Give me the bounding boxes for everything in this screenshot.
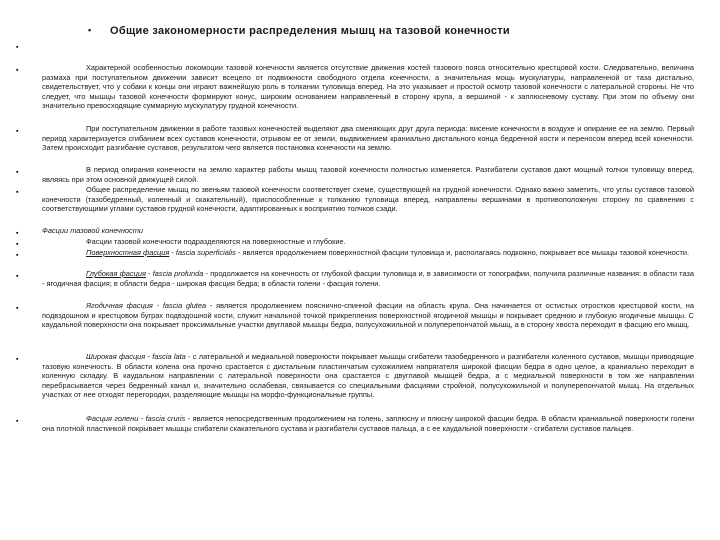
bullet-marker: ▪	[16, 230, 19, 237]
bullet-marker: ▪	[16, 169, 19, 176]
title-bullet: •	[88, 25, 92, 35]
bullet-marker: ▪	[16, 44, 19, 51]
bullet-marker: ▪	[16, 189, 19, 196]
paragraph-superficial-fascia: Поверхностная фасция - fascia superficialis - является продолжением поверхностной фасции туловища и, располагаясь подкожно, покрывает все мышцы тазовой конечности.	[86, 248, 690, 257]
paragraph-deep-fascia: Глубокая фасция - fascia profunda - продолжается на конечность от глубокой фасции туловища и, в зависимости от топографии, получила различные названия: в области таза - ягодичная фасция; в области бедра - широкая фасция бедра; в области голени - фасция голени.	[42, 269, 694, 288]
paragraph-gluteal-fascia: Ягодичная фасция - fascia glutea - является продолжением пояснично-спинной фасции на область крупа. Она начинается от остистых отростков крестцовой кости, на подвздошном и крестцовом буграх подвздошной кости, служит начальной точкой прикрепления поверхностной ягодичной мышцы и покрывает среднюю и глубокую ягодичные мышцы. С каудальной поверхности она покрывает проксимальные участки двуглавой мышцы бедра, полусухожильной и полуперепончатой мышц, а в сторону хвоста переходит в фасцию его мышц.	[42, 301, 694, 330]
paragraph-fascia-cruris: Фасция голени - fascia cruris - является непосредственным продолжением на голень, заплюсну и плюсну широкой фасции бедра. В области краниальной поверхности голени она плотной пластинкой покрывает мышцы сгибатели скакательного сустава и разгибатели суставов пальца, а с ее каудальной поверхности - сгибатели суставов пальцев.	[42, 414, 694, 433]
paragraph-fascia-lata: Широкая фасция - fascia lata - с латеральной и медиальной поверхности покрывает мышцы сгибатели тазобедренного и разгибатели коленного суставов, мышцы приводящие тазовую конечность. В области колена она прочно срастается с дистальным пластинчатым сухожилием напрягателя широкой фасции бедра в одно целое, а краниально переходит в коленную складку. В каудальном направлении с латеральной поверхности она срастается с двуглавой мышцей бедра, а с медиальной поверхности в том же направлении перебрасывается через бедренный канал и, значительно ослабевая, связывается со специальными фасциями стройной, полусухожильной и полуперепончатой мышц. На отдельных участках от нее отходят перегородки, разделяющие мышцы на морфо-функциональные группы.	[42, 352, 695, 400]
bullet-marker: ▪	[16, 273, 19, 280]
bullet-marker: ▪	[16, 67, 19, 74]
paragraph-support-period: В период опирания конечности на землю характер работы мышц тазовой конечности полностью изменяется. Разгибатели суставов дают мощный толчок туловищу вперед, являясь при этом основной движущей силой.	[42, 165, 694, 184]
bullet-marker: ▪	[16, 356, 19, 363]
title-text: Общие закономерности распределения мышц на тазовой конечности	[110, 25, 510, 37]
paragraph-locomotion: Характерной особенностью локомоции тазовой конечности является отсутствие движения костей тазового пояса относительно крестцовой кости. Следовательно, величина размаха при поступательном движении зависит всецело от подвижности свободного отдела конечности, а значительная мощь мускулатуры, направленной от таза дистально, свидетельствует, что у собаки к концы они играют важнейшую роль в толкании туловища вперед. На это указывает и простой осмотр тазовой конечности с латеральной стороны. Не что следует, что мышцы тазовой конечности формируют конус, широким основанием направленный в сторону крупа, а вершиной - к заплюсневому суставу. При этом по объему они значительно превосходящие суммарную мускулатуру грудной конечности.	[42, 63, 694, 111]
slide-title	[88, 25, 708, 39]
bullet-marker: ▪	[16, 128, 19, 135]
bullet-marker: ▪	[16, 305, 19, 312]
paragraph-movement-periods: При поступательном движении в работе тазовых конечностей выделяют два сменяющих друг друга периода: висение конечности в воздухе и опирание ее на землю. Первый период характеризуется сгибанием всех суставов конечности, отрывом ее от земли, выдвижением краниально дистального конца бедренной кости и переносом вперед всей конечности. Затем происходит разгибание суставов, результатом чего является постановка конечности на землю.	[42, 124, 694, 153]
fasciae-heading: Фасции тазовой конечности	[42, 226, 143, 235]
bullet-marker: ▪	[16, 418, 19, 425]
bullet-marker: ▪	[16, 241, 19, 248]
bullet-marker: ▪	[16, 252, 19, 259]
paragraph-muscle-distribution: Общее распределение мышц по звеньям тазовой конечности соответствует схеме, существующей на грудной конечности. Однако важно заметить, что углы суставов тазовой конечности (тазобедренный, коленный и скакательный), приспособленные к толканию туловища вперед, направлены вершинами в противоположную сторону по сравнению с соответствующими углами суставов грудной конечности, адаптированных к восприятию толчков сзади.	[42, 185, 694, 214]
paragraph-fasciae-types: Фасции тазовой конечности подразделяются на поверхностные и глубокие.	[86, 237, 346, 246]
